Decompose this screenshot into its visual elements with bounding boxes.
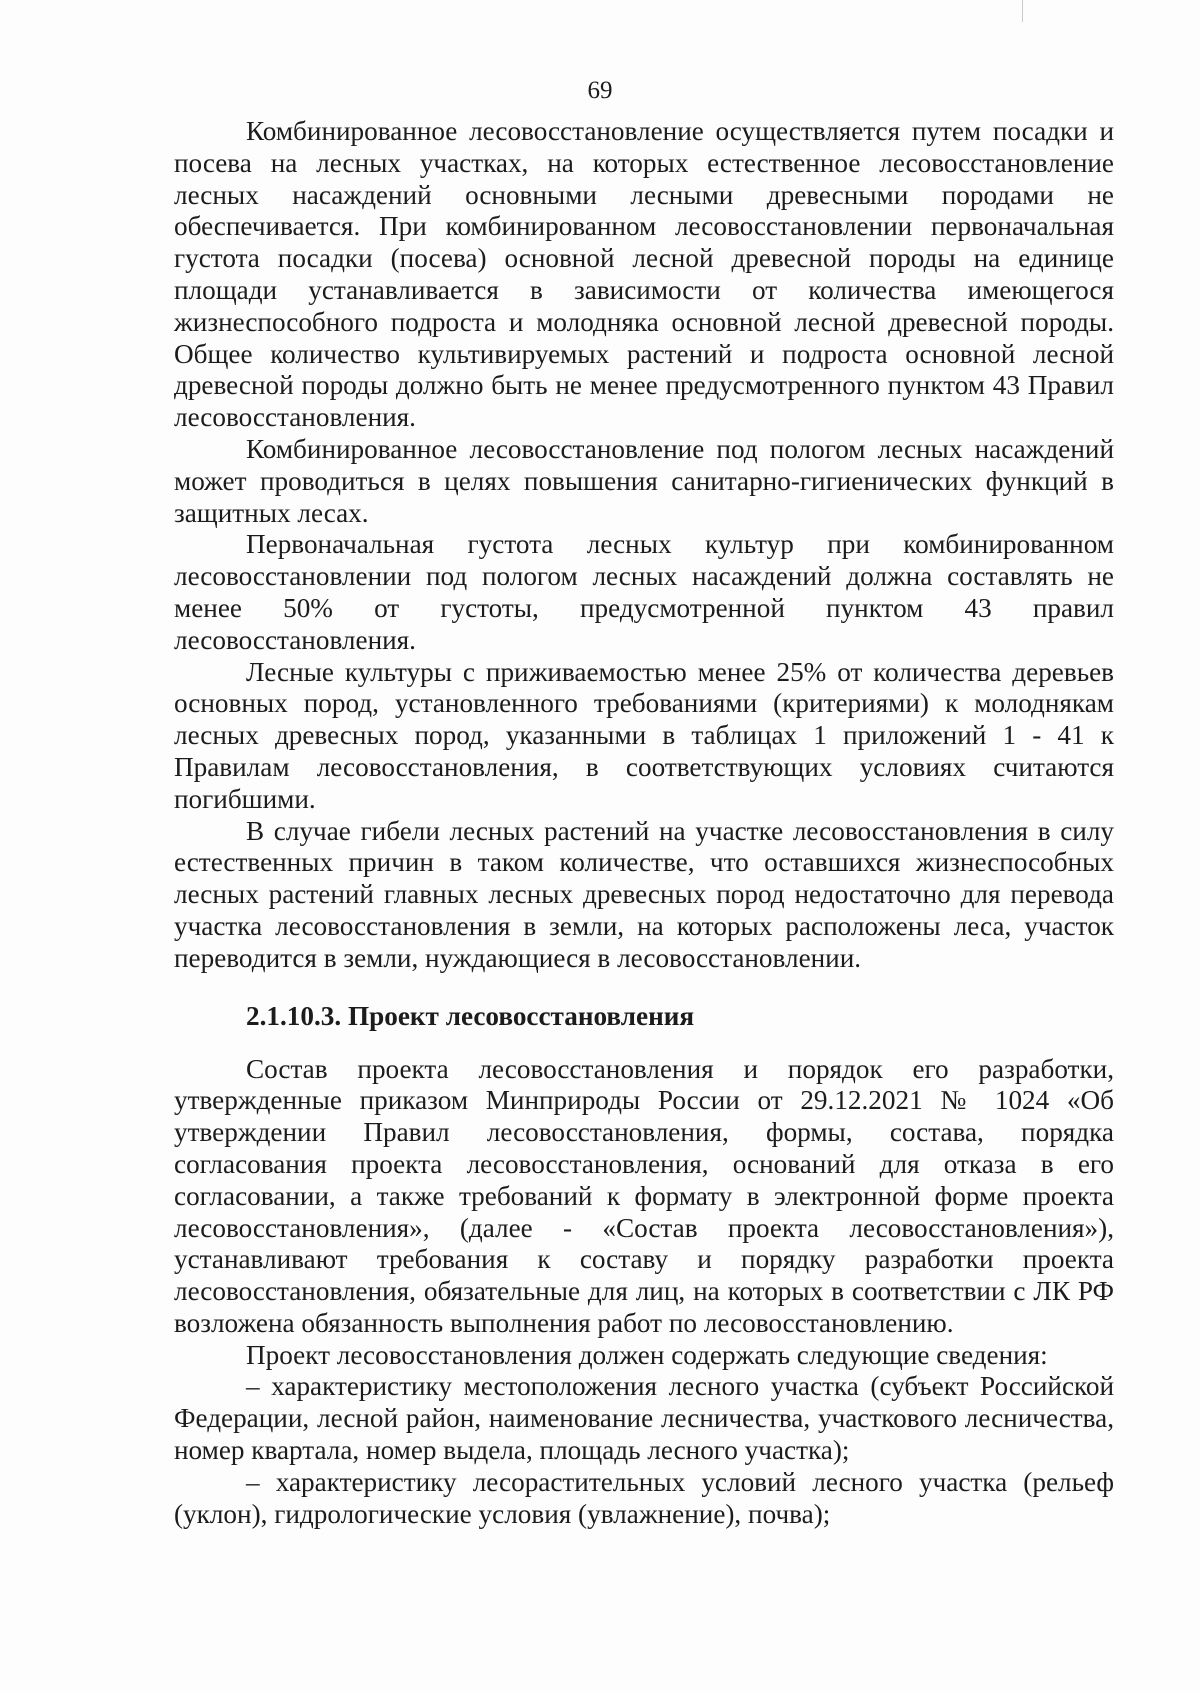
document-body xyxy=(174,116,1114,1530)
paragraph-combined-reforestation: Комбинированное лесовосстановление осуществляется путем посадки и посева на лесных участках, на которых естественное лесовосстановление лесных насаждений основными лесными древесными породами не обеспечивается. При комбинированном лесовосстановлении первоначальная густота посадки (посева) основной лесной древесной породы на единице площади устанавливается в зависимости от количества имеющегося жизнеспособного подроста и молодняка основной лесной древесной породы. Общее количество культивируемых растений и подроста основной лесной древесной породы должно быть не менее предусмотренного пунктом 43 Правил лесовосстановления. xyxy=(174,116,1114,433)
section-heading: 2.1.10.3. Проект лесовосстановления xyxy=(246,1000,695,1031)
paragraph-under-canopy: Комбинированное лесовосстановление под пологом лесных насаждений может проводиться в целях повышения санитарно-гигиенических функций в защитных лесах. xyxy=(174,433,1114,528)
page-number: 69 xyxy=(587,77,613,104)
paragraph-project-composition: Состав проекта лесовосстановления и порядок его разработки, утвержденные приказом Минприроды России от 29.12.2021 № 1024 «Об утверждении Правил лесовосстановления, формы, состава, порядка согласования проекта лесовосстановления, оснований для отказа в его согласовании, а также требований к формату в электронной форме проекта лесовосстановления», (далее - «Состав проекта лесовосстановления»), устанавливают требования к составу и порядку разработки проекта лесовосстановления, обязательные для лиц, на которых в соответствии с ЛК РФ возложена обязанность выполнения работ по лесовосстановлению. xyxy=(174,1053,1114,1338)
paragraph-plant-death: В случае гибели лесных растений на участке лесовосстановления в силу естественных причин в таком количестве, что оставшихся жизнеспособных лесных растений главных лесных древесных пород недостаточно для перевода участка лесовосстановления в земли, на которых расположены леса, участок переводится в земли, нуждающиеся в лесовосстановлении. xyxy=(174,815,1114,973)
paragraph-project-contents-intro: Проект лесовосстановления должен содержать следующие сведения: xyxy=(246,1339,1048,1370)
paragraph-initial-density: Первоначальная густота лесных культур при комбинированном лесовосстановлении под пологом лесных насаждений должна составлять не менее 50% от густоты, предусмотренной пунктом 43 правил лесовосстановления. xyxy=(174,529,1114,655)
list-item-growing-conditions: – характеристику лесорастительных условий лесного участка (рельеф (уклон), гидрологические условия (увлажнение), почва); xyxy=(174,1466,1114,1529)
scan-artifact xyxy=(1022,0,1023,22)
paragraph-survival-rate: Лесные культуры с приживаемостью менее 25% от количества деревьев основных пород, установленного требованиями (критериями) к молоднякам лесных древесных пород, указанными в таблицах 1 приложений 1 - 41 к Правилам лесовосстановления, в соответствующих условиях считаются погибшими. xyxy=(174,656,1114,814)
list-item-location: – характеристику местоположения лесного участка (субъект Российской Федерации, лесной район, наименование лесничества, участкового лесничества, номер квартала, номер выдела, площадь лесного участка); xyxy=(174,1371,1114,1466)
